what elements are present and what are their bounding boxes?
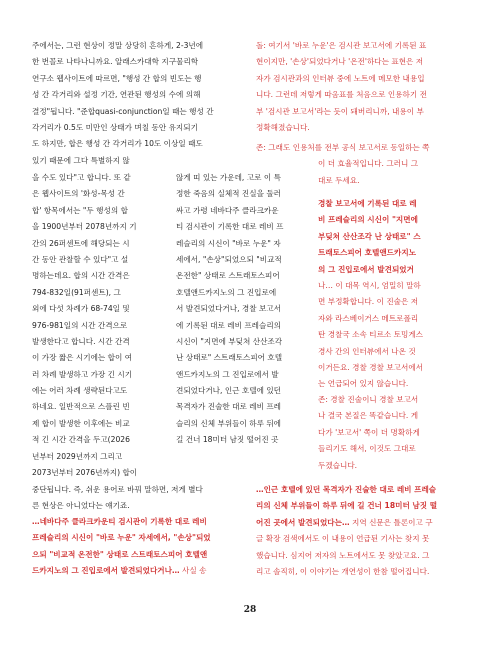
text-line: 티 검시관이 기록한 대로 레비 프	[176, 222, 284, 232]
quoted-text: 트래토스피어 호텔앤드카지노	[318, 248, 417, 258]
text-line: 간의 26퍼센트에 해당되는 시	[32, 238, 130, 248]
text-line: 견되었다거나, 인근 호텔에 있던	[176, 386, 282, 396]
text-line: 존: 그래도 인용처를 전부 공식 보고서로 동일하는 쪽	[256, 143, 430, 152]
text-line: 부 '검시관 보고서'라는 듯이 돼버리니까, 내용이 부	[256, 106, 424, 116]
text-line: 을 1900년부터 2078년까지 기	[32, 222, 137, 232]
quoted-text: 부딪쳐 산산조각 난 상태로" 스	[318, 231, 421, 241]
quoted-text: 경찰 보고서에 기록된 대로 레	[318, 199, 417, 208]
left-column-top	[32, 38, 214, 169]
text-line: 두겠습니다.	[318, 460, 358, 470]
middle-column	[176, 170, 283, 449]
quoted-text: 비 프레슬리의 시신이 "지면에	[318, 215, 418, 225]
text-line: 대로 두세요.	[318, 175, 360, 185]
editor-comment-4	[32, 514, 211, 580]
text-line: 결정"됩니다. "준합quasi-conjunction일 때는 행성 간	[32, 106, 214, 116]
text-line: 러 차례 발생하고 가장 긴 시기	[32, 369, 133, 379]
text-line: 이 가장 짧은 시기에는 합이 여	[32, 353, 133, 363]
text-line	[256, 515, 437, 531]
text-line: 주에서는, 그런 현상이 정말 상당히 흔하게, 2-3년에	[32, 41, 204, 50]
text-line: 2073년부터 2076년까지) 합이	[32, 468, 138, 478]
text-line: 길 건너 18미터 남짓 떨어진 곳	[176, 435, 279, 445]
text-line: 정확해졌습니다.	[256, 122, 310, 132]
text-line: 온전한" 상태로 스트래토스피어	[176, 271, 280, 281]
quoted-text: 프레슬리의 시신이 "바로 누운" 자세에서, "손상"되었	[32, 533, 211, 543]
editor-reply-1	[256, 140, 430, 189]
text-line: 앤드카지노의 그 진입로에서 발	[176, 369, 279, 379]
text-line: 세에서, "손상"되었으되 "비교적	[176, 254, 282, 264]
text-line: 자와 라스베이거스 메트로폴리	[318, 313, 419, 323]
editor-reply-2	[318, 392, 420, 474]
quoted-text: 어진 곳에서 발견되었다는…	[256, 517, 350, 527]
text-line: 슬리의 신체 부위들이 하루 뒤에	[176, 418, 282, 428]
text-line: 면 부정확합니다. 이 진술은 저	[318, 297, 419, 307]
text-line: 적 긴 시간 간격을 두고(2026	[32, 435, 130, 445]
editor-comment-3	[256, 482, 437, 580]
text-line: 다가 '보고서' 쪽이 더 명확하게	[318, 427, 420, 437]
text-line: 합' 항목에서는 "두 행성의 합	[32, 205, 128, 215]
text-line: 제 합이 발생한 이후에는 비교	[32, 418, 130, 428]
quoted-text: 드카지노의 그 진입로에서 발견되었다거나…	[32, 566, 180, 576]
text-line: 존: 경찰 진술이니 경찰 보고서	[318, 395, 419, 404]
text-line: 성 간 각거리와 설정 기간, 연관된 행성의 수에 의해	[32, 90, 201, 100]
editor-comment-1	[256, 38, 427, 136]
text-line: 나… 이 대목 역시, 엄밀히 말하	[318, 280, 421, 290]
comment-text: 사실 송	[179, 566, 207, 576]
text-line: 는 언급되어 있지 않습니다.	[318, 379, 409, 389]
left-column-bottom	[32, 482, 203, 515]
text-line: 에 기록된 대로 레비 프레슬리의	[176, 320, 282, 330]
text-line: 있기 때문에 그다 특별하지 않	[32, 155, 130, 165]
text-line: 간 동안 관찰할 수 있다"고 설	[32, 254, 129, 264]
left-column-narrow	[32, 170, 137, 481]
text-line: 나 결국 본질은 똑같습니다. 게	[318, 411, 419, 421]
text-line: 글 확장 검색에서도 이 내용이 언급된 기사는 찾지 못	[256, 534, 430, 544]
text-line: 794-832일(91퍼센트), 그	[32, 287, 121, 297]
text-line: 각거리가 0.5도 미만인 상태가 며칠 동안 유지되기	[32, 122, 198, 132]
text-line: 발생한다고 합니다. 시간 간격	[32, 336, 130, 346]
text-line: 시신이 "지면에 부딪쳐 산산조각	[176, 336, 283, 346]
text-line: 싸고 가령 네바다주 클라크카운	[176, 205, 279, 215]
text-line: 외에 다섯 차례가 68-74일 및	[32, 304, 130, 314]
text-line: 정한 죽음의 실체적 진실을 둘러	[176, 189, 282, 199]
comment-text: 지역 신문은 틀론이고 구	[349, 517, 433, 527]
text-line: 명하는데요. 합의 시간 간격은	[32, 271, 130, 281]
text-line: 목격자가 진술한 대로 레비 프레	[176, 402, 282, 412]
text-line: 이 더 효율적입니다. 그러니 그	[318, 159, 419, 169]
text-line: 경사 간의 인터뷰에서 나온 것	[318, 346, 416, 356]
quoted-text: 의 그 진입로에서 발견되었거	[318, 264, 414, 274]
text-line: 른 현상은 아니었다는 얘기죠.	[32, 501, 130, 511]
text-line: 자가 검시관과의 인터뷰 중에 노트에 메모한 내용입	[256, 73, 425, 83]
text-line: 서 발견되었다거나, 경찰 보고서	[176, 304, 282, 314]
text-line: 리고 솔직히, 이 이야기는 개연성이 한참 떨어집니다.	[256, 566, 430, 576]
quoted-text: 으되 "비교적 온전한" 상태로 스트래토스피어 호텔앤	[32, 549, 208, 559]
page-number: 28	[243, 605, 257, 615]
text-line: 돌: 여기서 '바로 누운'은 검시관 보고서에 기록된 표	[256, 41, 427, 50]
text-line: 을 수도 있다"고 합니다. 또 같	[32, 173, 131, 182]
text-line: 연구소 웹사이트에 따르면, "행성 간 합의 빈도는 행	[32, 73, 202, 83]
text-line: 년부터 2029년까지 그리고	[32, 451, 123, 461]
text-line: 에는 어러 차례 생략된다고도	[32, 386, 128, 396]
text-line: 은 웹사이트의 '화성-목성 간	[32, 189, 125, 199]
text-line: 난 상태로" 스트래토스피어 호텔	[176, 353, 283, 363]
text-line: 현이지만, '손상'되었다거나 '온전'하다는 표현은 저	[256, 57, 424, 67]
quoted-text: 리의 신체 부위들이 하루 뒤에 길 건너 18미터 남짓 떨	[256, 501, 438, 511]
text-line: 이거든요. 경찰 경찰 보고서에서	[318, 362, 424, 372]
text-line: 중단됩니다. 즉, 쉬운 용어로 바꿔 말하면, 저게 별다	[32, 485, 203, 494]
editor-comment-2	[318, 196, 423, 393]
text-line: 도 하지만, 합은 행성 간 각거리가 10도 이상일 때도	[32, 139, 203, 149]
text-line: 레슬리의 시신이 "바로 누운" 자	[176, 238, 281, 248]
quoted-text: …인근 호텔에 있던 목격자가 진술한 대로 레비 프레슬	[256, 485, 437, 494]
text-line: 니다. 그런데 저렇게 따옴표를 처음으로 인용하기 전	[256, 90, 427, 100]
text-line: 976-981일의 시간 간격으로	[32, 320, 128, 330]
text-line: 한 번꼴로 나타나니까요. 알래스카대학 지구물리학	[32, 57, 199, 67]
text-line: 않게 띠 있는 가운데, 고로 이 특	[176, 173, 281, 182]
text-line: 했습니다. 심지어 저자의 노트에서도 못 찾았고요. 그	[256, 550, 430, 560]
text-line: 호텔앤드카지노의 그 진입로에	[176, 287, 277, 297]
text-line	[32, 563, 211, 579]
text-line: 하네요. 일반적으로 스플린 빈	[32, 402, 130, 412]
text-line: 들리기도 해서, 이것도 그대로	[318, 444, 416, 454]
quoted-text: …네바다주 클라크카운티 검시관이 기록한 대로 레비	[32, 517, 207, 526]
text-line: 탄 경찰국 소속 티르소 토밍게스	[318, 330, 424, 340]
